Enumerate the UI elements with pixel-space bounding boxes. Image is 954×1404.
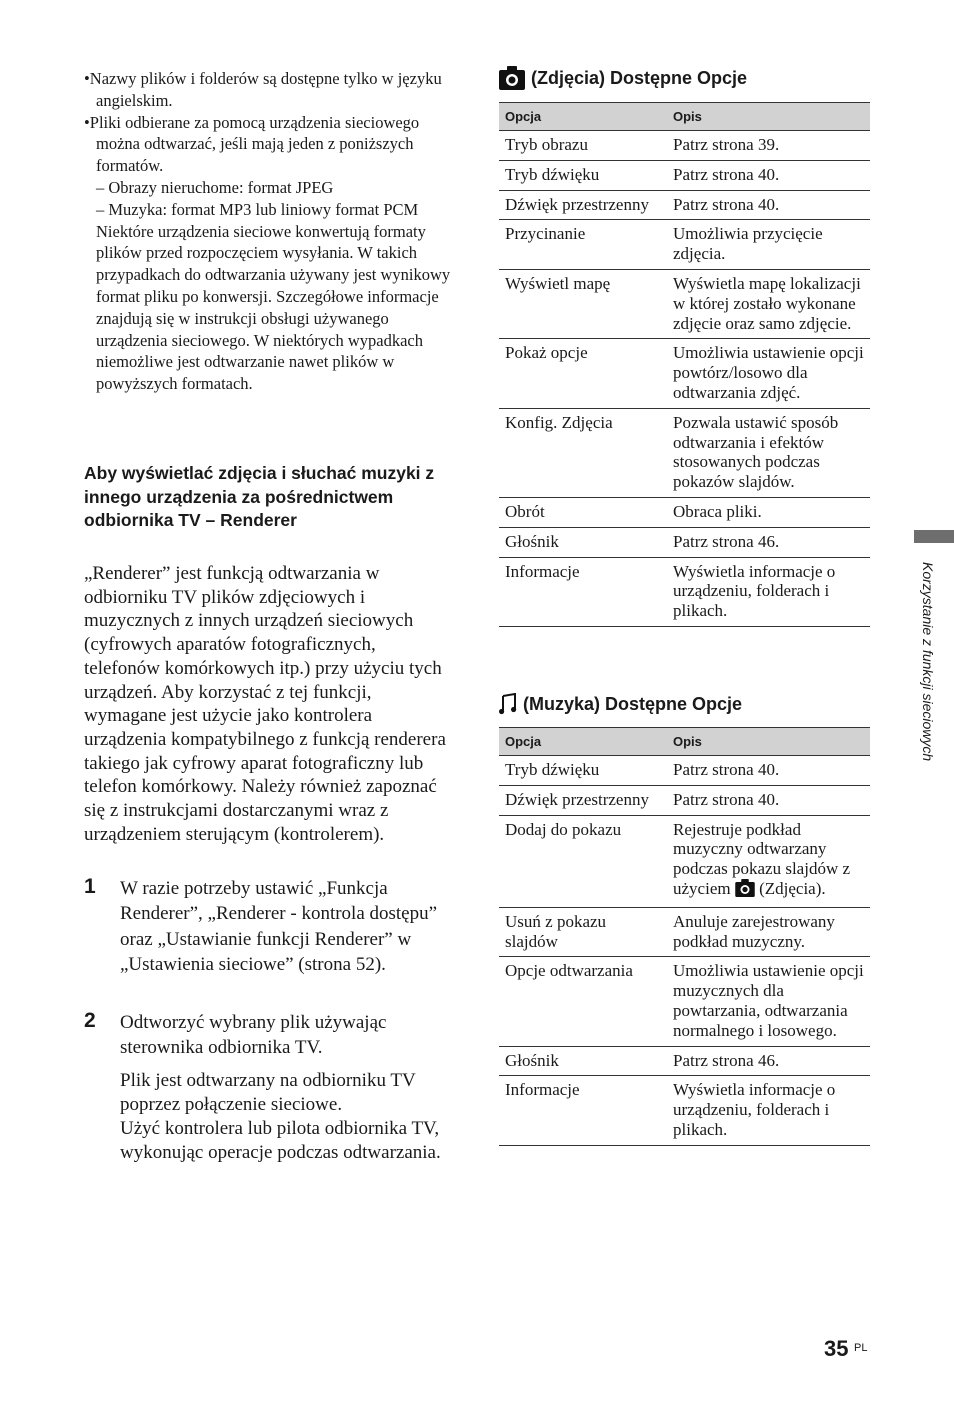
column-header: Opis [667, 728, 870, 756]
table-header [499, 103, 870, 131]
dash-item: – Muzyka: format MP3 lub liniowy format PCM [96, 199, 419, 219]
table-row: Konfig. Zdjęcia Pozwala ustawić sposób odtwarzania i efektów stosowanych podczas pokazów slajdów. [499, 408, 870, 497]
music-options-table [499, 727, 870, 1146]
table-row: Usuń z pokazu slajdów Anuluje zarejestrowany podkład muzyczny. [499, 907, 870, 957]
dash-item: – Obrazy nieruchome: format JPEG [96, 177, 334, 197]
photo-options-title: (Zdjęcia) Dostępne Opcje [499, 66, 869, 90]
table-row: Pokaż opcje Umożliwia ustawienie opcji powtórz/losowo dla odtwarzania zdjęć. [499, 339, 870, 408]
step-2 [84, 1010, 456, 1061]
camera-icon [735, 879, 755, 902]
table-row: Dźwięk przestrzenny Patrz strona 40. [499, 785, 870, 815]
side-tab-label: Korzystanie z funkcji sieciowych [920, 562, 936, 762]
camera-icon [499, 66, 525, 90]
bullet-item: •Nazwy plików i folderów są dostępne tylko w języku angielskim. [84, 69, 442, 110]
table-row: Informacje Wyświetla informacje o urządzeniu, folderach i plikach. [499, 557, 870, 626]
step-2-details [120, 1069, 460, 1165]
table-row: Przycinanie Umożliwia przycięcie zdjęcia. [499, 220, 870, 270]
column-header: Opis [667, 103, 870, 131]
table-row: Opcje odtwarzania Umożliwia ustawienie opcji muzycznych dla powtarzania, odtwarzania normalnego i losowego. [499, 957, 870, 1046]
table-row: Tryb dźwięku Patrz strona 40. [499, 756, 870, 786]
table-row: Tryb obrazu Patrz strona 39. [499, 131, 870, 161]
detail-line: Użyć kontrolera lub pilota odbiornika TV, wykonując operacje podczas odtwarzania. [120, 1118, 441, 1163]
notes-list [84, 68, 456, 395]
page-number: 35 [824, 1336, 849, 1361]
table-row: Tryb dźwięku Patrz strona 40. [499, 160, 870, 190]
music-note-icon [499, 693, 517, 715]
music-options-title: (Muzyka) Dostępne Opcje [499, 692, 869, 716]
step-number: 2 [84, 1009, 96, 1032]
column-header: Opcja [499, 103, 667, 131]
table-row: Głośnik Patrz strona 46. [499, 527, 870, 557]
bullet-item: •Pliki odbierane za pomocą urządzenia sieciowego można odtwarzać, jeśli mają jeden z poniższych formatów. [84, 112, 420, 176]
step-number: 1 [84, 875, 96, 898]
table-row: Dodaj do pokazu Rejestruje podkład muzyczny odtwarzany podczas pokazu slajdów z użyciem (Zdjęcia). [499, 815, 870, 907]
column-header: Opcja [499, 728, 667, 756]
page-language: PL [854, 1342, 868, 1354]
table-row: Głośnik Patrz strona 46. [499, 1046, 870, 1076]
table-row: Dźwięk przestrzenny Patrz strona 40. [499, 190, 870, 220]
table-row: Obrót Obraca pliki. [499, 497, 870, 527]
step-text: Odtworzyć wybrany plik używając sterownika odbiornika TV. [120, 1012, 387, 1059]
table-cell: Rejestruje podkład muzyczny odtwarzany podczas pokazu slajdów z użyciem (Zdjęcia). [667, 815, 870, 907]
step-1 [84, 876, 456, 978]
bullet-continuation: Niektóre urządzenia sieciowe konwertują formaty plików przed rozpoczęciem wysyłania. W takich przypadkach do odtwarzania używany jest wynikowy format pliku po konwersji. Szczegółowe informacje znajdują się w instrukcji obsługi używanego urządzenia sieciowego. W niektórych wypadkach niemożliwe jest odtwarzanie nawet plików w powyższych formatach. [96, 221, 451, 394]
table-row: Wyświetl mapę Wyświetla mapę lokalizacji w której zostało wykonane zdjęcie oraz samo zdjęcie. [499, 269, 870, 338]
table-header [499, 728, 870, 756]
table-row: Informacje Wyświetla informacje o urządzeniu, folderach i plikach. [499, 1076, 870, 1145]
detail-line: Plik jest odtwarzany na odbiorniku TV poprzez połączenie sieciowe. [120, 1070, 416, 1115]
side-tab-marker [914, 530, 954, 543]
intro-paragraph: „Renderer” jest funkcją odtwarzania w odbiorniku TV plików zdjęciowych i muzycznych z innych urządzeń sieciowych (cyfrowych aparatów fotograficznych, telefonów komórkowych itp.) przy użyciu tych urządzeń. Aby korzystać z tej funkcji, wymagane jest użycie jako kontrolera urządzenia kompatybilnego z funkcją renderera takiego jak cyfrowy aparat fotograficzny lub telefon komórkowy. Należy również zapoznać się z instrukcjami dostarczanymi wraz z urządzeniem sterującym (kontrolerem). [84, 563, 446, 845]
section-heading: Aby wyświetlać zdjęcia i słuchać muzyki z innego urządzenia za pośrednictwem odbiornika TV – Renderer [84, 463, 435, 531]
photo-options-table [499, 102, 870, 627]
step-text: W razie potrzeby ustawić „Funkcja Renderer”, „Renderer - kontrola dostępu” oraz „Ustawianie funkcji Renderer” w „Ustawienia sieciowe” (strona 52). [120, 878, 438, 976]
